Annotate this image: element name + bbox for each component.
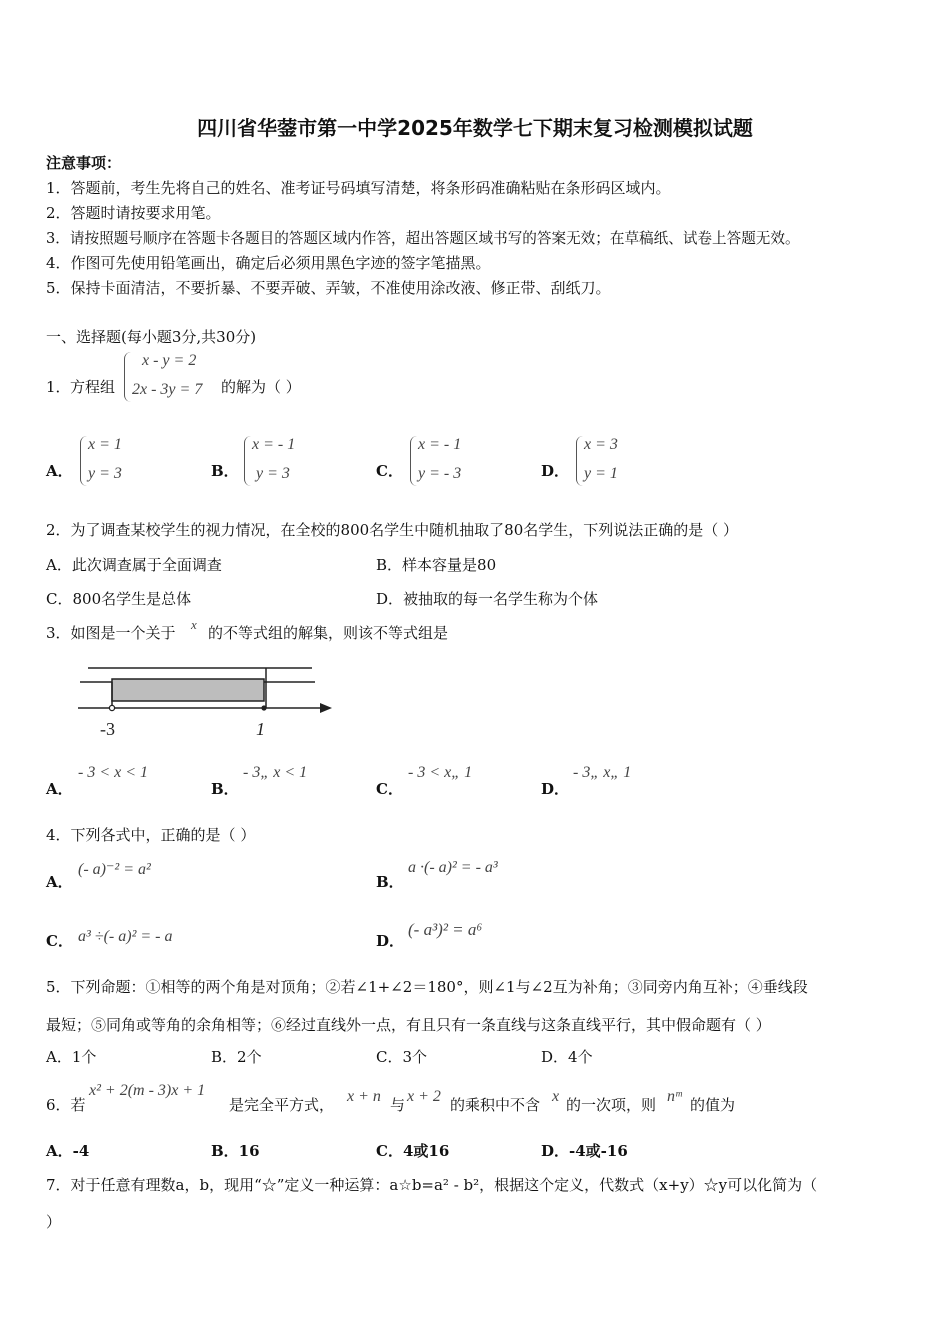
q1-option-a-label: A．	[46, 462, 73, 480]
q6-option-b: B．16	[211, 1142, 260, 1160]
q6-expr2: x + n	[347, 1088, 381, 1105]
q1-brace	[124, 352, 131, 402]
q3-option-d-label: D．	[541, 780, 570, 798]
q1-option-a-line1: x = 1	[88, 436, 122, 453]
number-line-label-right: 1	[256, 719, 265, 739]
q7-stem-line2: ）	[46, 1213, 62, 1231]
note-item: 3．请按照题号顺序在答题卡各题目的答题区域内作答，超出答题区域书写的答案无效；在草稿纸、试卷上答题无效。	[46, 230, 800, 247]
q2-option-a: A．此次调查属于全面调查	[46, 556, 222, 574]
q6-option-d: D．-4或-16	[541, 1142, 628, 1160]
q1-tail: 的解为（ ）	[221, 378, 301, 396]
q4-option-b-expr: a ·(- a)² = - a³	[408, 859, 498, 876]
q5-option-a: A．1个	[46, 1048, 97, 1066]
q6-text-e: 的一次项，则	[566, 1096, 657, 1114]
q2-option-c: C．800名学生是总体	[46, 590, 192, 608]
q3-option-a-expr: - 3 < x < 1	[78, 764, 149, 781]
q1-option-c-brace	[410, 436, 417, 486]
q4-option-a-expr: (- a)⁻² = a²	[78, 861, 151, 878]
q1-number: 1．	[46, 378, 71, 396]
q1-option-c-label: C．	[376, 462, 403, 480]
q1-option-a-brace	[80, 436, 87, 486]
note-item: 2．答题时请按要求用笔。	[46, 204, 221, 222]
number-line-label-left: -3	[100, 719, 115, 739]
q5-stem-line1: 5．下列命题：①相等的两个角是对顶角；②若∠1+∠2＝180°，则∠1与∠2互为补角；③同旁内角互补；④垂线段	[46, 978, 808, 996]
q3-option-b-label: B．	[211, 780, 239, 798]
q4-option-c-expr: a³ ÷(- a)² = - a	[78, 928, 173, 945]
q4-option-a-label: A．	[46, 873, 73, 891]
q6-expr3: x + 2	[407, 1088, 441, 1105]
q3-option-c-label: C．	[376, 780, 403, 798]
notes-heading: 注意事项：	[46, 154, 122, 172]
q3-variable: x	[191, 617, 197, 632]
q4-option-d-label: D．	[376, 932, 405, 950]
q6-text-a: 6．若	[46, 1096, 86, 1114]
q1-eq2: 2x - 3y = 7	[132, 381, 203, 398]
q3-option-c-expr: - 3 < x„ 1	[408, 764, 473, 781]
q6-text-c: 与	[390, 1096, 406, 1114]
q4-option-c-label: C．	[46, 932, 73, 950]
q3-stem-a: 3．如图是一个关于	[46, 624, 176, 642]
q5-stem-line2: 最短；⑤同角或等角的余角相等；⑥经过直线外一点，有且只有一条直线与这条直线平行，其中假命题有（ ）	[46, 1016, 771, 1034]
q1-option-b-line1: x = - 1	[252, 436, 296, 453]
q1-option-b-label: B．	[211, 462, 239, 480]
q2-stem: 2．为了调查某校学生的视力情况，在全校的800名学生中随机抽取了80名学生，下列说法正确的是（ ）	[46, 521, 739, 539]
q1-option-b-line2: y = 3	[256, 465, 290, 482]
note-item: 5．保持卡面清洁，不要折暴、不要弄破、弄皱，不准使用涂改液、修正带、刮纸刀。	[46, 279, 611, 297]
q2-option-d: D．被抽取的每一名学生称为个体	[376, 590, 599, 608]
q6-expr4: x	[552, 1088, 560, 1105]
q6-expr1: x² + 2(m - 3)x + 1	[89, 1082, 206, 1099]
q4-option-b-label: B．	[376, 873, 404, 891]
note-item: 4．作图可先使用铅笔画出，确定后必须用黑色字迹的签字笔描黑。	[46, 254, 491, 272]
q1-option-d-brace	[576, 436, 583, 486]
q3-option-d-expr: - 3„ x„ 1	[573, 764, 632, 781]
q6-expr5: nᵐ	[667, 1088, 682, 1105]
q1-stem: 方程组	[70, 378, 116, 396]
q5-option-c: C．3个	[376, 1048, 428, 1066]
q2-option-b: B．样本容量是80	[376, 556, 497, 574]
q3-option-a-label: A．	[46, 780, 73, 798]
q1-option-d-line1: x = 3	[584, 436, 618, 453]
q1-eq1: x - y = 2	[142, 352, 197, 369]
q3-option-b-expr: - 3„ x < 1	[243, 764, 308, 781]
q1-option-b-brace	[244, 436, 251, 486]
q4-stem: 4．下列各式中，正确的是（ ）	[46, 826, 256, 844]
section-heading: 一、选择题(每小题3分,共30分)	[46, 328, 257, 346]
q1-option-a-line2: y = 3	[88, 465, 122, 482]
q7-stem-line1: 7．对于任意有理数a，b，现用“☆”定义一种运算：a☆b=a² - b²，根据这个定义，代数式（x+y）☆y可以化简为（	[46, 1176, 818, 1194]
q4-option-d-expr: (- a³)² = a⁶	[408, 920, 483, 939]
q1-option-d-label: D．	[541, 462, 570, 480]
q5-option-d: D．4个	[541, 1048, 593, 1066]
q5-option-b: B．2个	[211, 1048, 262, 1066]
q6-text-f: 的值为	[690, 1096, 736, 1114]
q6-option-c: C．4或16	[376, 1142, 450, 1160]
q6-text-b: 是完全平方式，	[229, 1096, 335, 1114]
q1-option-c-line1: x = - 1	[418, 436, 462, 453]
q1-option-c-line2: y = - 3	[418, 465, 462, 482]
page-title: 四川省华蓥市第一中学2025年数学七下期末复习检测模拟试题	[197, 116, 753, 140]
q6-text-d: 的乘积中不含	[450, 1096, 541, 1114]
note-item: 1．答题前，考生先将自己的姓名、准考证号码填写清楚，将条形码准确粘贴在条形码区域内。	[46, 179, 671, 197]
q3-stem-b: 的不等式组的解集，则该不等式组是	[208, 624, 449, 642]
q6-option-a: A．-4	[46, 1142, 90, 1160]
q1-option-d-line2: y = 1	[584, 465, 618, 482]
number-line-figure	[40, 655, 340, 745]
